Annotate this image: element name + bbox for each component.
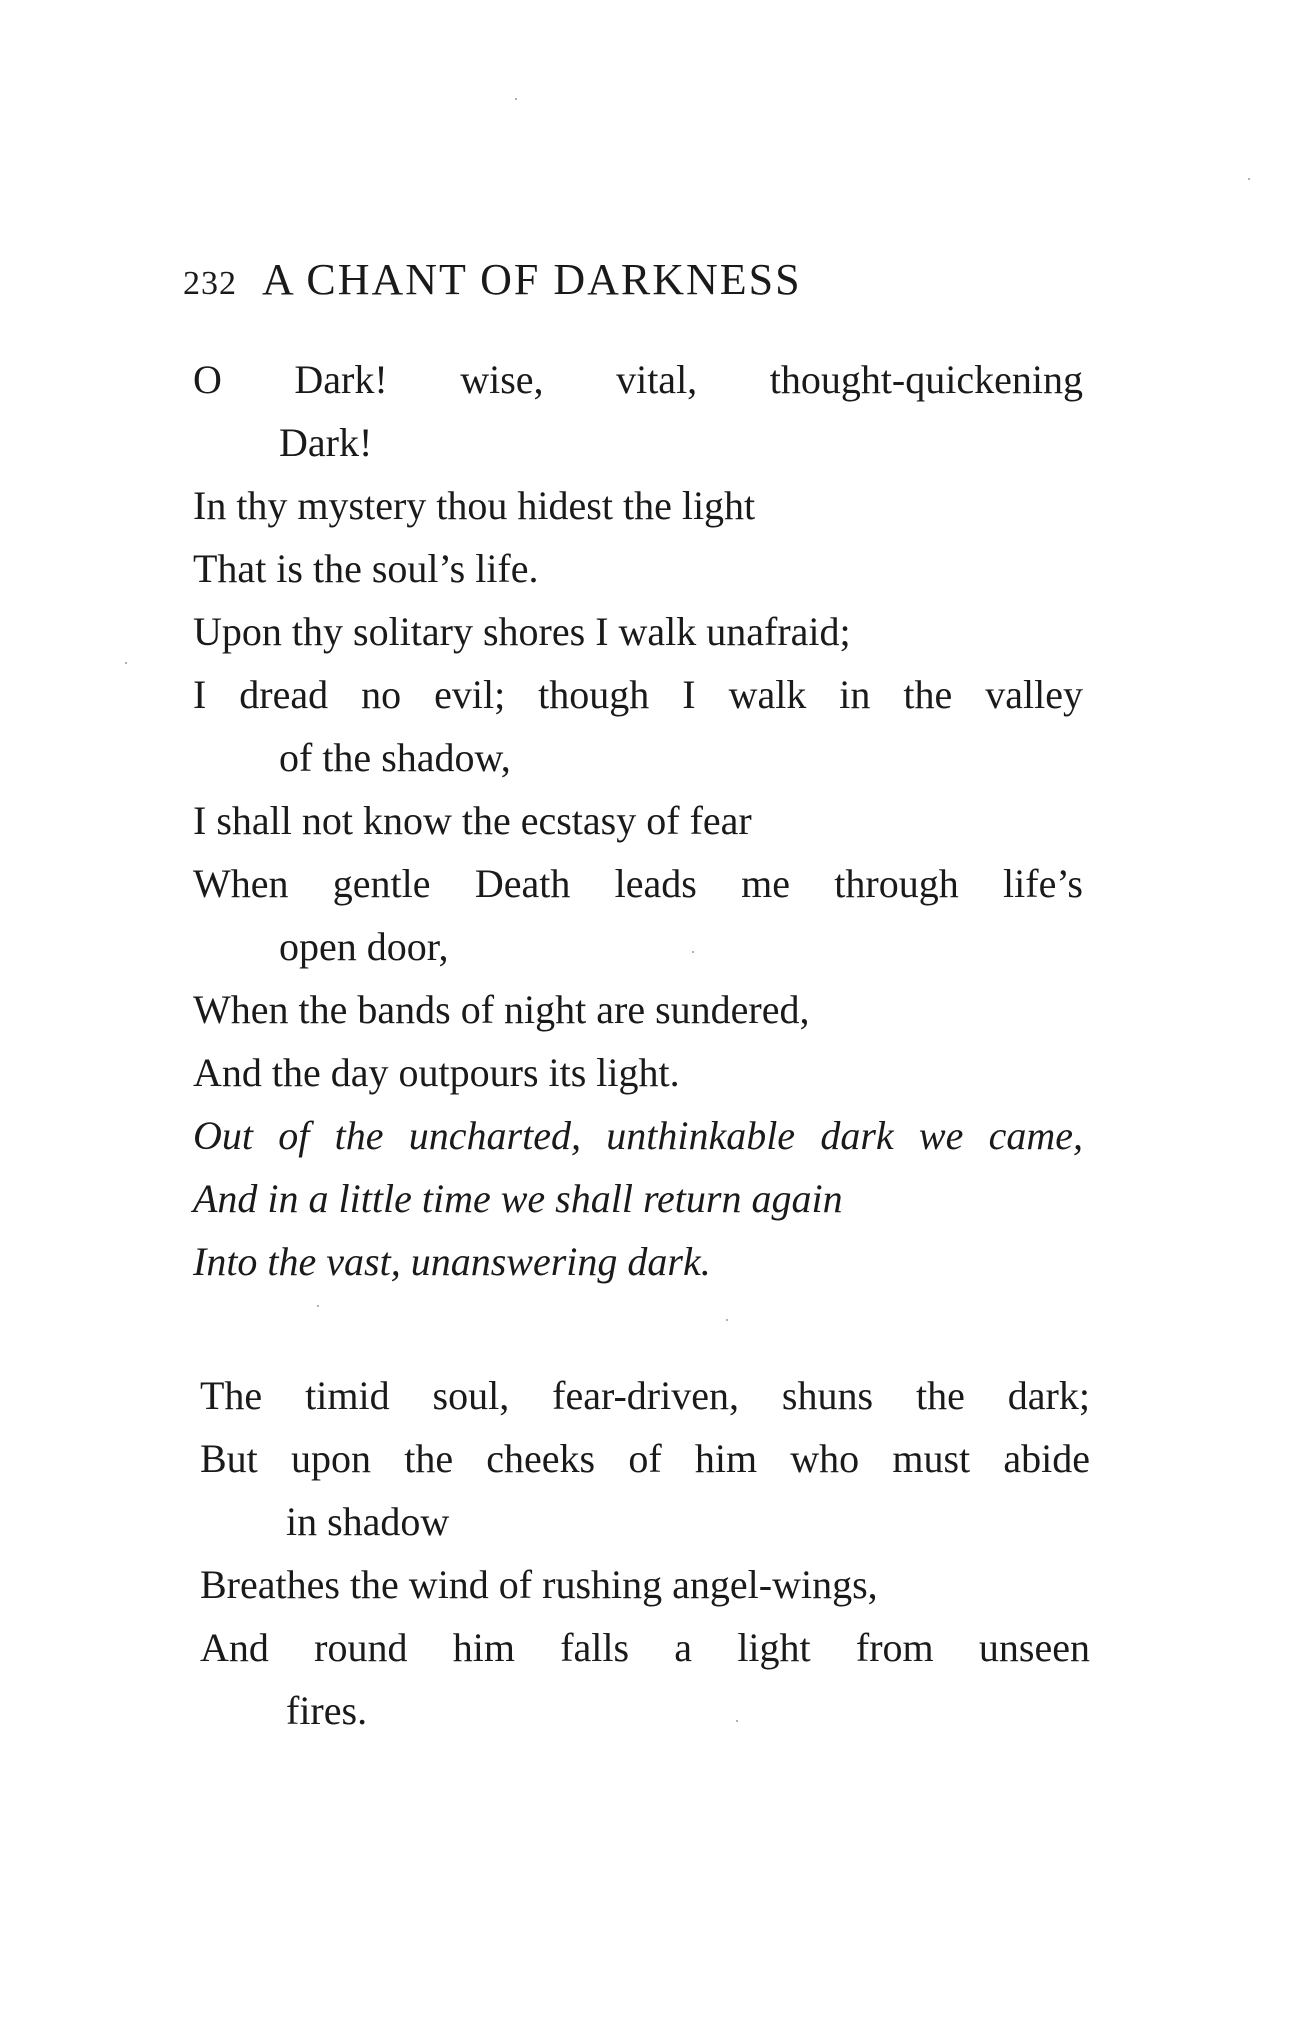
paper-speck <box>317 1305 319 1307</box>
paper-speck <box>726 1319 728 1321</box>
poem-stanza <box>200 1364 1090 1742</box>
paper-speck <box>736 1720 738 1722</box>
poem-line-continuation: of the shadow, <box>279 735 511 780</box>
page-header <box>183 250 802 314</box>
poem-line: But upon the cheeks of him who must abide <box>200 1436 1090 1481</box>
poem-line: And the day outpours its light. <box>193 1050 680 1095</box>
poem-line-italic: And in a little time we shall return again <box>193 1176 843 1221</box>
poem-line: When the bands of night are sundered, <box>193 987 810 1032</box>
poem-line: I shall not know the ecstasy of fear <box>193 798 752 843</box>
poem-line-continuation: Dark! <box>279 420 373 465</box>
paper-speck <box>125 662 127 664</box>
poem-line: The timid soul, fear-driven, shuns the dark; <box>200 1373 1090 1418</box>
poem-line-continuation: open door, <box>279 924 449 969</box>
poem-line: And round him falls a light from unseen <box>200 1625 1090 1670</box>
poem-line-italic: Out of the uncharted, unthinkable dark we came, <box>193 1113 1083 1158</box>
poem-line: That is the soul’s life. <box>193 546 539 591</box>
paper-speck <box>515 98 517 100</box>
poem-line: I dread no evil; though I walk in the valley <box>193 672 1083 717</box>
poem-line: Upon thy solitary shores I walk unafraid; <box>193 609 851 654</box>
poem-line-continuation: fires. <box>286 1688 368 1733</box>
poem-line: In thy mystery thou hidest the light <box>193 483 756 528</box>
poem-line: When gentle Death leads me through life’s <box>193 861 1083 906</box>
poem-line: O Dark! wise, vital, thought-quickening <box>193 357 1083 402</box>
paper-speck <box>1248 178 1250 180</box>
poem-line-continuation: in shadow <box>286 1499 450 1544</box>
poem-line-italic: Into the vast, unanswering dark. <box>193 1239 711 1284</box>
poem-stanza <box>193 348 1083 1293</box>
poem-line: Breathes the wind of rushing angel-wings, <box>200 1562 878 1607</box>
paper-speck <box>692 951 694 953</box>
running-title: A CHANT OF DARKNESS <box>262 255 802 304</box>
page-number: 232 <box>183 265 237 302</box>
